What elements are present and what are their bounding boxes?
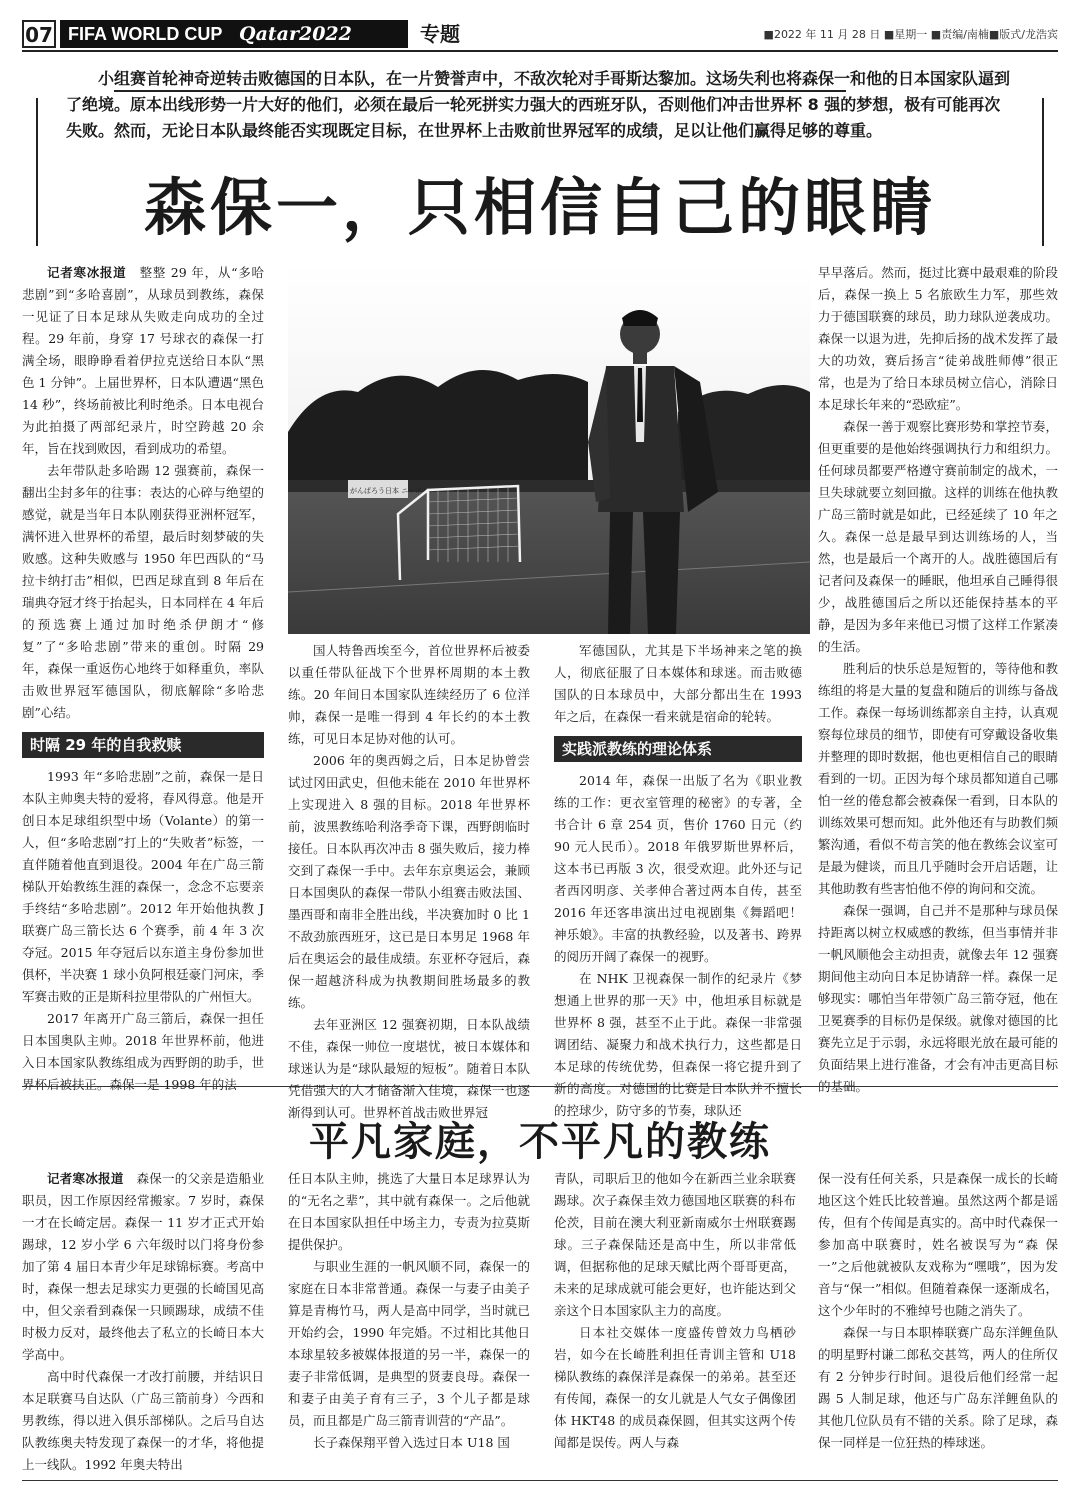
paragraph: 日本社交媒体一度盛传曾效力鸟栖砂岩，如今在长崎胜利担任青训主管和 U18 梯队教练的森保洋是森保一的弟弟。甚至还有传闻，森保一的女儿就是人气女子偶像团体 HKT48 的成员森保圆，但其实这两个传闻都是误传。两人与森 <box>554 1325 796 1450</box>
headline: 森保一，只相信自己的眼睛 <box>143 171 936 244</box>
dateline: ■2022 年 11 月 28 日 ■星期一 ■责编/南楠■版式/龙浩宾 <box>763 28 1058 41</box>
section-divider <box>22 1086 1058 1087</box>
qatar-logo: Qatar2022 <box>239 23 352 45</box>
bottom-rule <box>22 1480 1058 1481</box>
photo-illustration <box>288 262 810 634</box>
article1-col2 <box>288 640 530 1124</box>
fifa-label: FIFA WORLD CUP <box>68 24 222 44</box>
paragraph: 森保一强调，自己并不是那种与球员保持距离以树立权威感的教练，但当事情并非一帆风顺他会主动担责，就像去年 12 强赛期间他主动向日本足协请辞一样。森保一足够现实：哪怕当年带领广岛三箭夺冠，他在卫冕赛季的目标仍是保级。就像对德国的比赛先立足于示弱，永远将眼光放在最可能的负面结果上进行准备，才会有冲击更高目标的基础。 <box>818 903 1058 1094</box>
paragraph: 1993 年“多哈悲剧”之前，森保一是日本队主帅奥夫特的爱将，春风得意。他是开创日本足球组织型中场（Volante）的第一人，但“多哈悲剧”打上的“失败者”标签，一直伴随着他直到退役。2004 年在广岛三箭梯队开始教练生涯的森保一，念念不忘要亲手终结“多哈悲剧”。2012 年开始他执教 J 联赛广岛三箭长达 6 个赛季，前 4 年 3 次夺冠。2015 年夺冠后以东道主身份参加世俱杯，半决赛 1 球小负阿根廷豪门河床，季军赛击败的正是斯科拉里带队的广州恒大。 <box>22 769 264 1004</box>
paragraph: 高中时代森保一才改打前腰，并结识日本足联赛马自达队（广岛三箭前身）今西和男教练，得以进入俱乐部梯队。之后马自达队教练奥夫特发现了森保一的才华，将他提上一线队。1992 年奥夫特出 <box>22 1369 264 1472</box>
article2-col3 <box>554 1168 796 1454</box>
section-title: 实践派教练的理论体系 <box>554 736 802 762</box>
paragraph: 国人特鲁西埃至今，首位世界杯后被委以重任带队征战下个世界杯周期的本土教练。20 年间日本国家队连续经历了 6 位洋帅，森保一是唯一得到 4 年长约的本土教练，可见日本足协对他的认可。 <box>288 643 530 746</box>
article1-col3 <box>554 640 802 1122</box>
paragraph: 青队，司职后卫的他如今在新西兰业余联赛踢球。次子森保圭效力德国地区联赛的科布伦茨，目前在澳大利亚新南威尔士州联赛踢球。三子森保陆还是高中生，所以非常低调，但据称他的足球天赋比两个哥哥更高，未来的足球成就可能会更好，也许能达到父亲这个日本国家队主力的高度。 <box>554 1171 796 1318</box>
article1-col1 <box>22 262 264 1096</box>
section-label: 专题 <box>420 22 460 46</box>
headline-2: 平凡家庭，不平凡的教练 <box>309 1119 771 1165</box>
paragraph: 去年亚洲区 12 强赛初期，日本队战绩不佳，森保一帅位一度堪忧，被日本媒体和球迷认为是“球队最短的短板”。随着日本队凭借强大的人才储备渐入佳境，森保一也逐渐得到认可。世界杯首战击败世界冠 <box>288 1017 530 1120</box>
article1-col4 <box>818 262 1058 1098</box>
masthead <box>22 20 1058 52</box>
paragraph: 记者寒冰报道 森保一的父亲是造船业职员，因工作原因经常搬家。7 岁时，森保一才在长崎定居。森保一 11 岁才正式开始踢球，12 岁小学 6 六年级时以门将身份参加了第 4 届日本青少年足球锦标赛。考高中时，森保一想去足球实力更强的长崎国见高中，但父亲看到森保一只顾踢球，成绩不佳时极力反对，最终他去了私立的长崎日本大学高中。 <box>22 1171 264 1362</box>
paragraph: 2006 年的奥西姆之后，日本足协曾尝试过冈田武史，但他未能在 2010 年世界杯上实现进入 8 强的目标。2018 年世界杯前，波黑教练哈利洛季奇下课，西野朗临时接任。日本队再次冲击 8 强失败后，接力棒交到了森保一手中。去年东京奥运会，兼顾日本国奥队的森保一带队小组赛击败法国、墨西哥和南非全胜出线，半决赛加时 0 比 1 不敌劲旅西班牙，这已是日本男足 1968 年后在奥运会的最佳成绩。东亚杯夺冠后，森保一超越济科成为执教期间胜场最多的教练。 <box>288 753 530 1010</box>
paragraph: 与职业生涯的一帆风顺不同，森保一的家庭在日本非常普通。森保一与妻子由美子算是青梅竹马，两人是高中同学，当时就已开始约会，1990 年完婚。不过相比其他日本球星较多被媒体报道的另一半，森保一的妻子非常低调，是典型的贤妻良母。森保一和妻子由美子育有三子，3 个儿子都是球员，而且都是广岛三箭青训营的“产品”。 <box>288 1259 530 1428</box>
fifa-banner <box>60 20 408 48</box>
paragraph: 去年带队赴多哈踢 12 强赛前，森保一翻出尘封多年的往事：表达的心碎与绝望的感觉，就是当年日本队刚获得亚洲杯冠军，满怀进入世界杯的希望，最后时刻梦破的失败感。这种失败感与 1950 年巴西队的“马拉卡纳打击”相似，巴西足球直到 8 年后在瑞典夺冠才终于抬起头，日本同样在 4 年后的预选赛上通过加时绝杀伊朗才“修复”了“多哈悲剧”带来的重创。时隔 29 年，森保一重返伤心地终于如释重负，率队击败世界冠军德国队，彻底解除“多哈悲剧”心结。 <box>22 463 264 720</box>
paragraph: 早早落后。然而，挺过比赛中最艰难的阶段后，森保一换上 5 名旅欧生力军，那些效力于德国联赛的球员，助力球队逆袭成功。森保一以退为进，先抑后扬的战术发挥了最大的功效，赛后扬言“徒弟战胜师傅”很正常，也是为了给日本球员树立信心，消除日本足球长年来的“恐欧症”。 <box>818 265 1058 412</box>
paragraph: 胜利后的快乐总是短暂的，等待他和教练组的将是大量的复盘和随后的训练与备战工作。森保一每场训练都亲自主持，认真观察每位球员的细节，即使有可穿戴设备收集并整理的即时数据，他也更相信自己的眼睛看到的一切。正因为每个球员都知道自己哪怕一丝的倦怠都会被森保一看到，日本队的训练效果可想而知。此外他还有与助教们频繁沟通，看似不苟言笑的他在教练会议室可是最为健谈，而且几乎随时会开启话题，让其他助教有些害怕他不停的询问和交流。 <box>818 661 1058 896</box>
paragraph: 在 NHK 卫视森保一制作的纪录片《梦想通上世界的那一天》中，他坦承目标就是世界杯 8 强，甚至不止于此。森保一非常强调团结、凝聚力和战术执行力，这些都是日本足球的传统优势，但森保一将它提升到了新的高度。对德国的比赛是日本队并不擅长的控球少，防守多的节奏，球队还 <box>554 971 802 1118</box>
paragraph: 森保一与日本职棒联赛广岛东洋鲤鱼队的明星野村谦二郎私交甚笃，两人的住所仅有 2 分钟步行时间。退役后他们经常一起踢 5 人制足球，他还与广岛东洋鲤鱼队的其他几位队员有不错的关系。除了足球，森保一同样是一位狂热的棒球迷。 <box>818 1325 1058 1450</box>
paragraph: 任日本队主帅，挑选了大量日本足球界认为的“无名之辈”，其中就有森保一。之后他就在日本国家队担任中场主力，专责为拉莫斯提供保护。 <box>288 1171 530 1252</box>
paragraph: 记者寒冰报道 整整 29 年，从“多哈悲剧”到“多哈喜剧”，从球员到教练，森保一见证了日本足球从失败走向成功的全过程。29 年前，身穿 17 号球衣的森保一打满全场，眼睁睁看着伊拉克送给日本队“黑色 1 分钟”。上届世界杯，日本队遭遇“黑色 14 秒”，终场前被比利时绝杀。日本电视台为此拍摄了两部纪录片，时空跨越 20 余年，旨在找到败因，看到成功的希望。 <box>22 265 264 456</box>
paragraph: 长子森保翔平曾入选过日本 U18 国 <box>313 1435 510 1450</box>
paragraph: 森保一善于观察比赛形势和掌控节奏，但更重要的是他始终强调执行力和组织力。任何球员都要严格遵守赛前制定的战术，一旦失球就要立刻回撤。这样的训练在他执教广岛三箭时就是如此，已经延续了 10 年之久。森保一总是最早到达训练场的人，当然，也是最后一个离开的人。战胜德国后有记者问及森保一的睡眠，他坦承自己睡得很少，战胜德国后之所以还能保持基本的平静，是因为多年来他已习惯了这样工作紧凑的生活。 <box>818 419 1058 654</box>
lead-paragraph: 小组赛首轮神奇逆转击败德国的日本队，在一片赞誉声中，不敌次轮对手哥斯达黎加。这场失利也将森保一和他的日本国家队逼到了绝境。原本出线形势一片大好的他们，必须在最后一轮死拼实力强大的西班牙队，否则他们冲击世界杯 8 强的梦想，极有可能再次失败。然而，无论日本队最终能否实现既定目标，在世界杯上击败前世界冠军的成绩，足以让他们赢得足够的尊重。 <box>66 69 1011 140</box>
article2-col2 <box>288 1168 530 1454</box>
paragraph: 保一没有任何关系，只是森保一成长的长崎地区这个姓氏比较普遍。虽然这两个都是谣传，但有个传闻是真实的。高中时代森保一参加高中联赛时，姓名被误写为“森 保一”之后他就被队友戏称为“嘿哦”，因为发音与“保一”相似。但随着森保一逐渐成名，这个少年时的不雅绰号也随之消失了。 <box>818 1171 1058 1318</box>
byline: 记者寒冰报道 <box>47 265 127 280</box>
coach-photo <box>288 262 810 634</box>
article2-col1 <box>22 1168 264 1476</box>
sign-text: がんばろう日本 ニッポン！ <box>350 487 436 495</box>
paragraph: 2014 年，森保一出版了名为《职业教练的工作：更衣室管理的秘密》的专著，全书合计 6 章 254 页，售价 1760 日元（约 90 元人民币）。2018 年俄罗斯世界杯后，这本书已再版 3 次，很受欢迎。此外还与记者西冈明彦、关孝伸合著过两本自传，甚至 2016 年还客串演出过电视剧集《舞蹈吧！神乐娘》。丰富的执教经验，以及著书、跨界的阅历开阔了森保一的视野。 <box>554 773 802 964</box>
byline: 记者寒冰报道 <box>47 1171 124 1186</box>
page-number: 07 <box>22 20 56 48</box>
section-title: 时隔 29 年的自我救赎 <box>22 732 264 758</box>
article2-col4 <box>818 1168 1058 1454</box>
paragraph: 军德国队，尤其是下半场神来之笔的换人，彻底征服了日本媒体和球迷。而击败德国队的日本球员中，大部分都出生在 1993 年之后，在森保一看来就是宿命的轮转。 <box>554 643 802 724</box>
paragraph: 2017 年离开广岛三箭后，森保一担任日本国奥队主帅。2018 年世界杯前，他进入日本国家队教练组成为西野朗的助手，世界杯后被扶正。森保一是 1998 年的法 <box>22 1011 264 1092</box>
